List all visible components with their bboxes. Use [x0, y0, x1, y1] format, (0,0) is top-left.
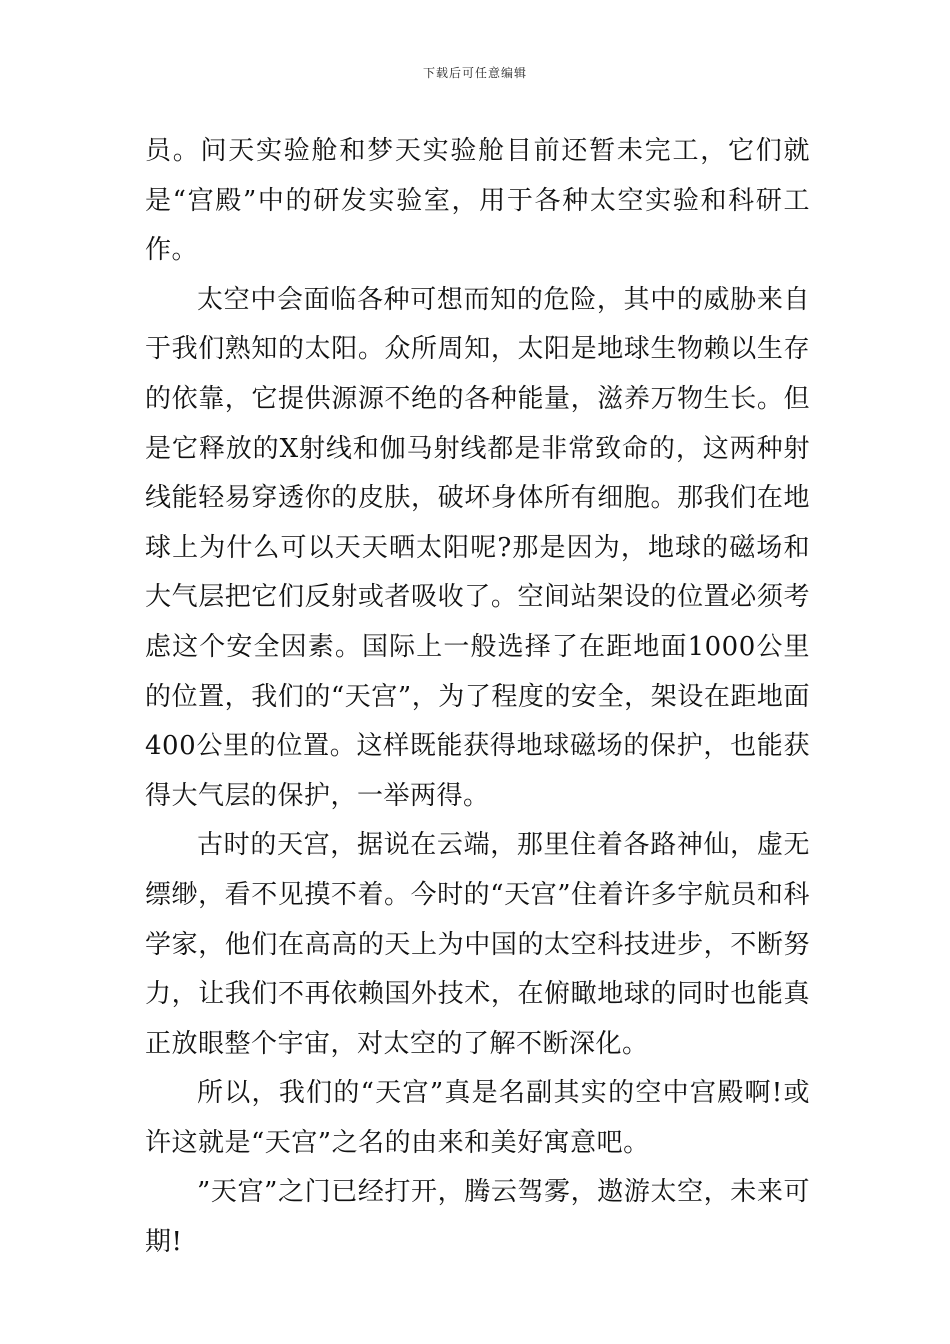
paragraph-1: 员。问天实验舱和梦天实验舱目前还暂未完工，它们就是“宫殿”中的研发实验室，用于各种太空实验和科研工作。 — [145, 136, 810, 266]
paragraph-4: 所以，我们的“天宫”真是名副其实的空中宫殿啊!或许这就是“天宫”之名的由来和美好寓意吧。 — [145, 1078, 810, 1158]
paragraph-3: 古时的天宫，据说在云端，那里住着各路神仙，虚无缥缈，看不见摸不着。今时的“天宫”住着许多宇航员和科学家，他们在高高的天上为中国的太空科技进步，不断努力，让我们不再依赖国外技术，在俯瞰地球的同时也能真正放眼整个宇宙，对太空的了解不断深化。 — [145, 830, 810, 1059]
document-body — [145, 127, 810, 1268]
page-header: 下载后可任意编辑 — [422, 66, 527, 80]
paragraph-2: 太空中会面临各种可想而知的危险，其中的威胁来自于我们熟知的太阳。众所周知，太阳是地球生物赖以生存的依靠，它提供源源不绝的各种能量，滋养万物生长。但是它释放的X射线和伽马射线都是非常致命的，这两种射线能轻易穿透你的皮肤，破坏身体所有细胞。那我们在地球上为什么可以天天晒太阳呢?那是因为，地球的磁场和大气层把它们反射或者吸收了。空间站架设的位置必须考虑这个安全因素。国际上一般选择了在距地面1000公里的位置，我们的“天宫”，为了程度的安全，架设在距地面400公里的位置。这样既能获得地球磁场的保护，也能获得大气层的保护，一举两得。 — [145, 284, 810, 811]
paragraph-5: ”天宫”之门已经打开，腾云驾雾，遨游太空，未来可期! — [145, 1177, 810, 1258]
